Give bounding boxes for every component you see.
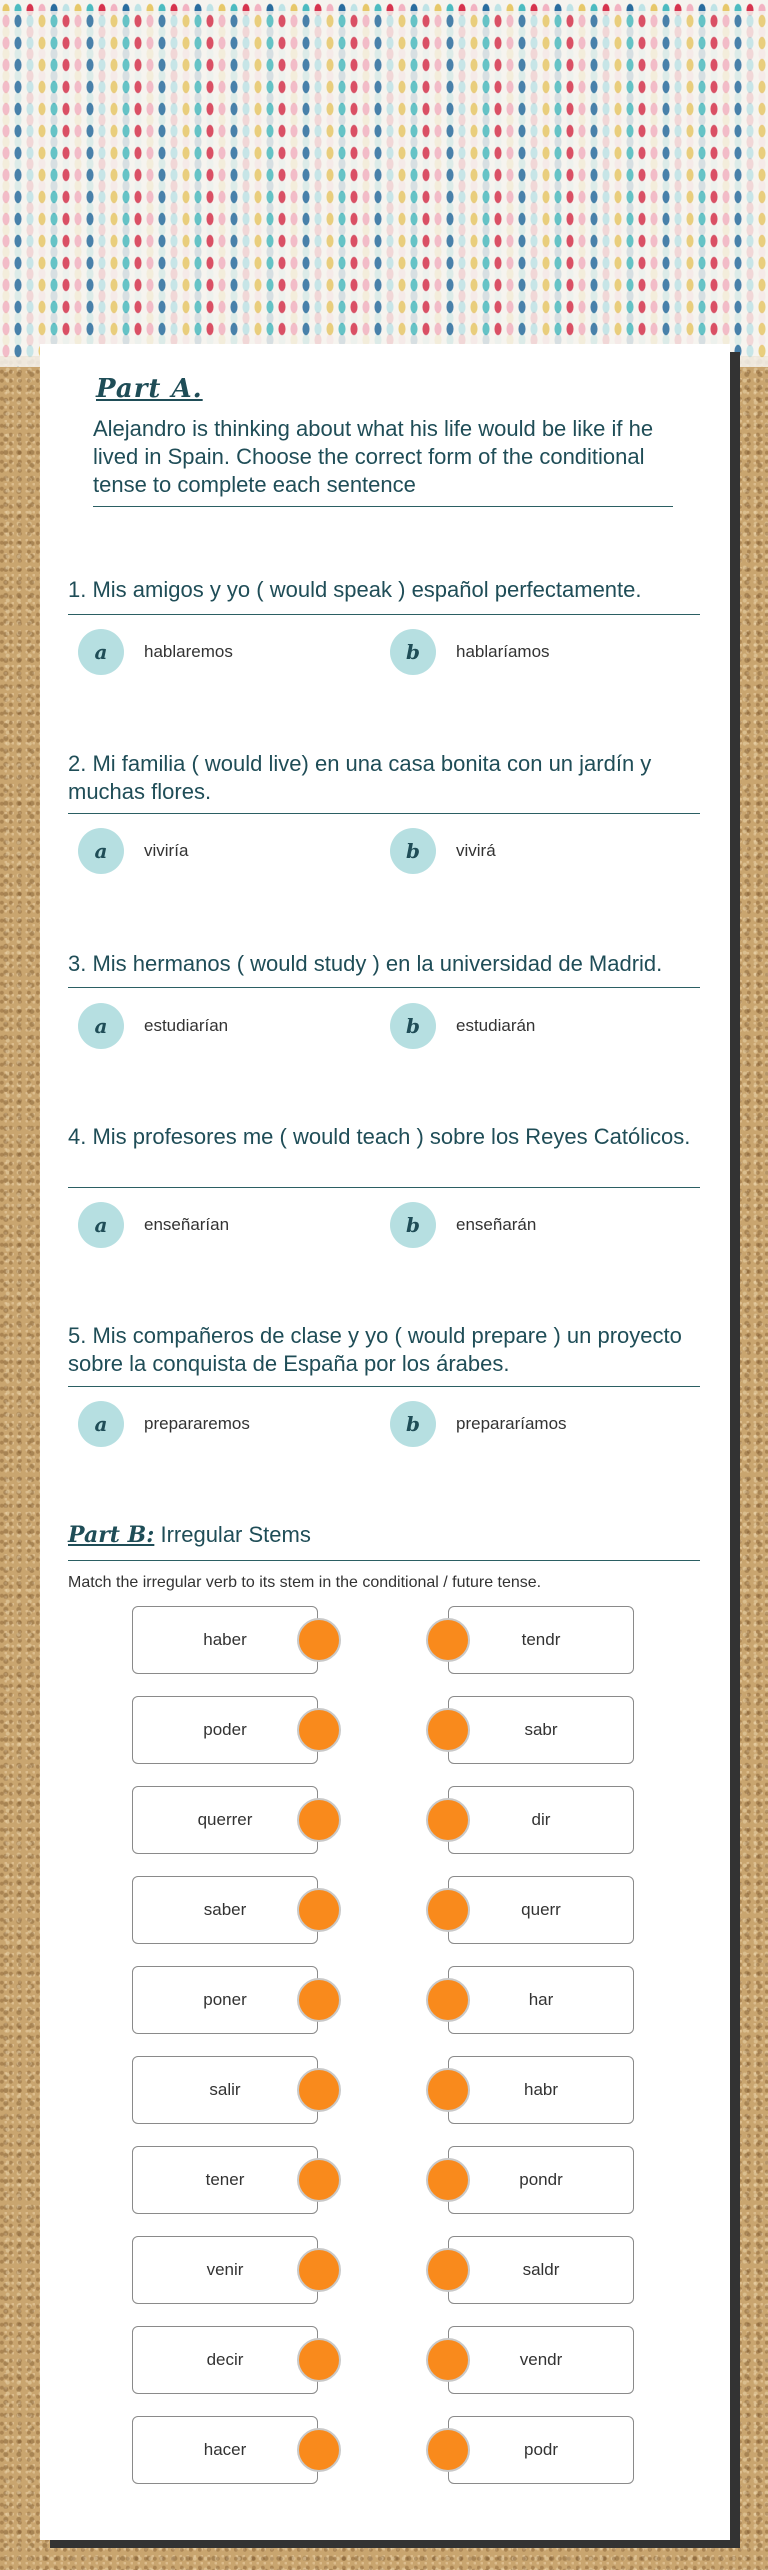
option-letter-badge: b	[390, 629, 436, 675]
option-label: estudiarían	[144, 1016, 229, 1035]
question-3-option-b[interactable]	[390, 1003, 535, 1049]
question-4-option-b[interactable]	[390, 1202, 536, 1248]
question-1-option-a[interactable]	[78, 629, 233, 675]
question-2-option-a[interactable]	[78, 828, 188, 874]
part-a-description: Alejandro is thinking about what his life would be like if he lived in Spain. Choose the correct form of the conditional tense to complete each sentence	[93, 416, 654, 497]
question-2-divider	[68, 813, 700, 814]
match-left-connector[interactable]	[297, 1708, 341, 1752]
match-left-connector[interactable]	[297, 1978, 341, 2022]
match-left-hacer[interactable]: hacer	[132, 2416, 318, 2484]
match-right-querr[interactable]: querr	[448, 1876, 634, 1944]
match-right-connector[interactable]	[426, 1798, 470, 1842]
part-b-label: Part B:	[68, 1522, 155, 1548]
question-4-option-a[interactable]	[78, 1202, 229, 1248]
part-b-divider	[68, 1560, 700, 1561]
question-1-option-b[interactable]	[390, 629, 550, 675]
match-left-poder[interactable]: poder	[132, 1696, 318, 1764]
question-5-option-b[interactable]	[390, 1401, 567, 1447]
question-5-option-a[interactable]	[78, 1401, 250, 1447]
option-label: prepararemos	[144, 1414, 250, 1433]
option-label: enseñarían	[144, 1215, 230, 1234]
match-right-connector[interactable]	[426, 1888, 470, 1932]
option-letter-badge: a	[78, 1401, 124, 1447]
part-b-subtitle: Irregular Stems	[154, 1522, 311, 1547]
match-right-connector[interactable]	[426, 2338, 470, 2382]
match-right-sabr[interactable]: sabr	[448, 1696, 634, 1764]
option-letter-badge: a	[78, 1202, 124, 1248]
match-left-connector[interactable]	[297, 1618, 341, 1662]
option-label: viviría	[144, 841, 189, 860]
option-letter-badge: b	[390, 1003, 436, 1049]
match-left-salir[interactable]: salir	[132, 2056, 318, 2124]
question-2-text: 2. Mi familia ( would live) en una casa bonita con un jardín y muchas flores.	[68, 751, 652, 804]
match-left-connector[interactable]	[297, 2248, 341, 2292]
match-right-connector[interactable]	[426, 2068, 470, 2112]
match-left-venir[interactable]: venir	[132, 2236, 318, 2304]
match-left-saber[interactable]: saber	[132, 1876, 318, 1944]
match-right-har[interactable]: har	[448, 1966, 634, 2034]
option-letter-badge: b	[390, 1401, 436, 1447]
question-2-option-b[interactable]	[390, 828, 496, 874]
option-letter-badge: b	[390, 1202, 436, 1248]
match-right-pondr[interactable]: pondr	[448, 2146, 634, 2214]
question-5-divider	[68, 1386, 700, 1387]
option-letter-badge: b	[390, 828, 436, 874]
match-left-poner[interactable]: poner	[132, 1966, 318, 2034]
option-letter-badge: a	[78, 1003, 124, 1049]
option-label: estudiarán	[456, 1016, 536, 1035]
option-letter-badge: a	[78, 828, 124, 874]
option-label: vivirá	[456, 841, 496, 860]
option-label: hablaríamos	[456, 642, 550, 661]
question-4-divider	[68, 1187, 700, 1188]
match-right-connector[interactable]	[426, 1978, 470, 2022]
match-right-vendr[interactable]: vendr	[448, 2326, 634, 2394]
part-b-instructions: Match the irregular verb to its stem in the conditional / future tense.	[68, 1574, 542, 1591]
match-right-saldr[interactable]: saldr	[448, 2236, 634, 2304]
match-right-podr[interactable]: podr	[448, 2416, 634, 2484]
match-left-connector[interactable]	[297, 1888, 341, 1932]
part-b-title	[68, 1522, 311, 1548]
match-right-tendr[interactable]: tendr	[448, 1606, 634, 1674]
polka-dot-banner-offset	[0, 11, 768, 367]
question-3-text: 3. Mis hermanos ( would study ) en la universidad de Madrid.	[68, 951, 663, 976]
match-left-connector[interactable]	[297, 1798, 341, 1842]
match-left-connector[interactable]	[297, 2428, 341, 2472]
question-5-text: 5. Mis compañeros de clase y yo ( would prepare ) un proyecto sobre la conquista de España por los árabes.	[68, 1323, 682, 1376]
option-label: enseñarán	[456, 1215, 537, 1234]
match-left-connector[interactable]	[297, 2068, 341, 2112]
match-right-connector[interactable]	[426, 2248, 470, 2292]
match-right-connector[interactable]	[426, 2428, 470, 2472]
match-left-decir[interactable]: decir	[132, 2326, 318, 2394]
match-left-haber[interactable]: haber	[132, 1606, 318, 1674]
match-right-connector[interactable]	[426, 2158, 470, 2202]
match-left-connector[interactable]	[297, 2338, 341, 2382]
match-left-querrer[interactable]: querrer	[132, 1786, 318, 1854]
match-right-connector[interactable]	[426, 1708, 470, 1752]
match-right-habr[interactable]: habr	[448, 2056, 634, 2124]
option-letter-badge: a	[78, 629, 124, 675]
question-3-divider	[68, 987, 700, 988]
question-4-text: 4. Mis profesores me ( would teach ) sobre los Reyes Católicos.	[68, 1124, 691, 1149]
match-left-connector[interactable]	[297, 2158, 341, 2202]
question-3-option-a[interactable]	[78, 1003, 228, 1049]
option-label: hablaremos	[144, 642, 233, 661]
match-right-connector[interactable]	[426, 1618, 470, 1662]
question-1-text: 1. Mis amigos y yo ( would speak ) español perfectamente.	[68, 577, 642, 602]
match-left-tener[interactable]: tener	[132, 2146, 318, 2214]
part-a-divider	[93, 506, 673, 507]
option-label: prepararíamos	[456, 1414, 567, 1433]
question-1-divider	[68, 614, 700, 615]
match-right-dir[interactable]: dir	[448, 1786, 634, 1854]
part-a-title: Part A.	[96, 374, 203, 404]
